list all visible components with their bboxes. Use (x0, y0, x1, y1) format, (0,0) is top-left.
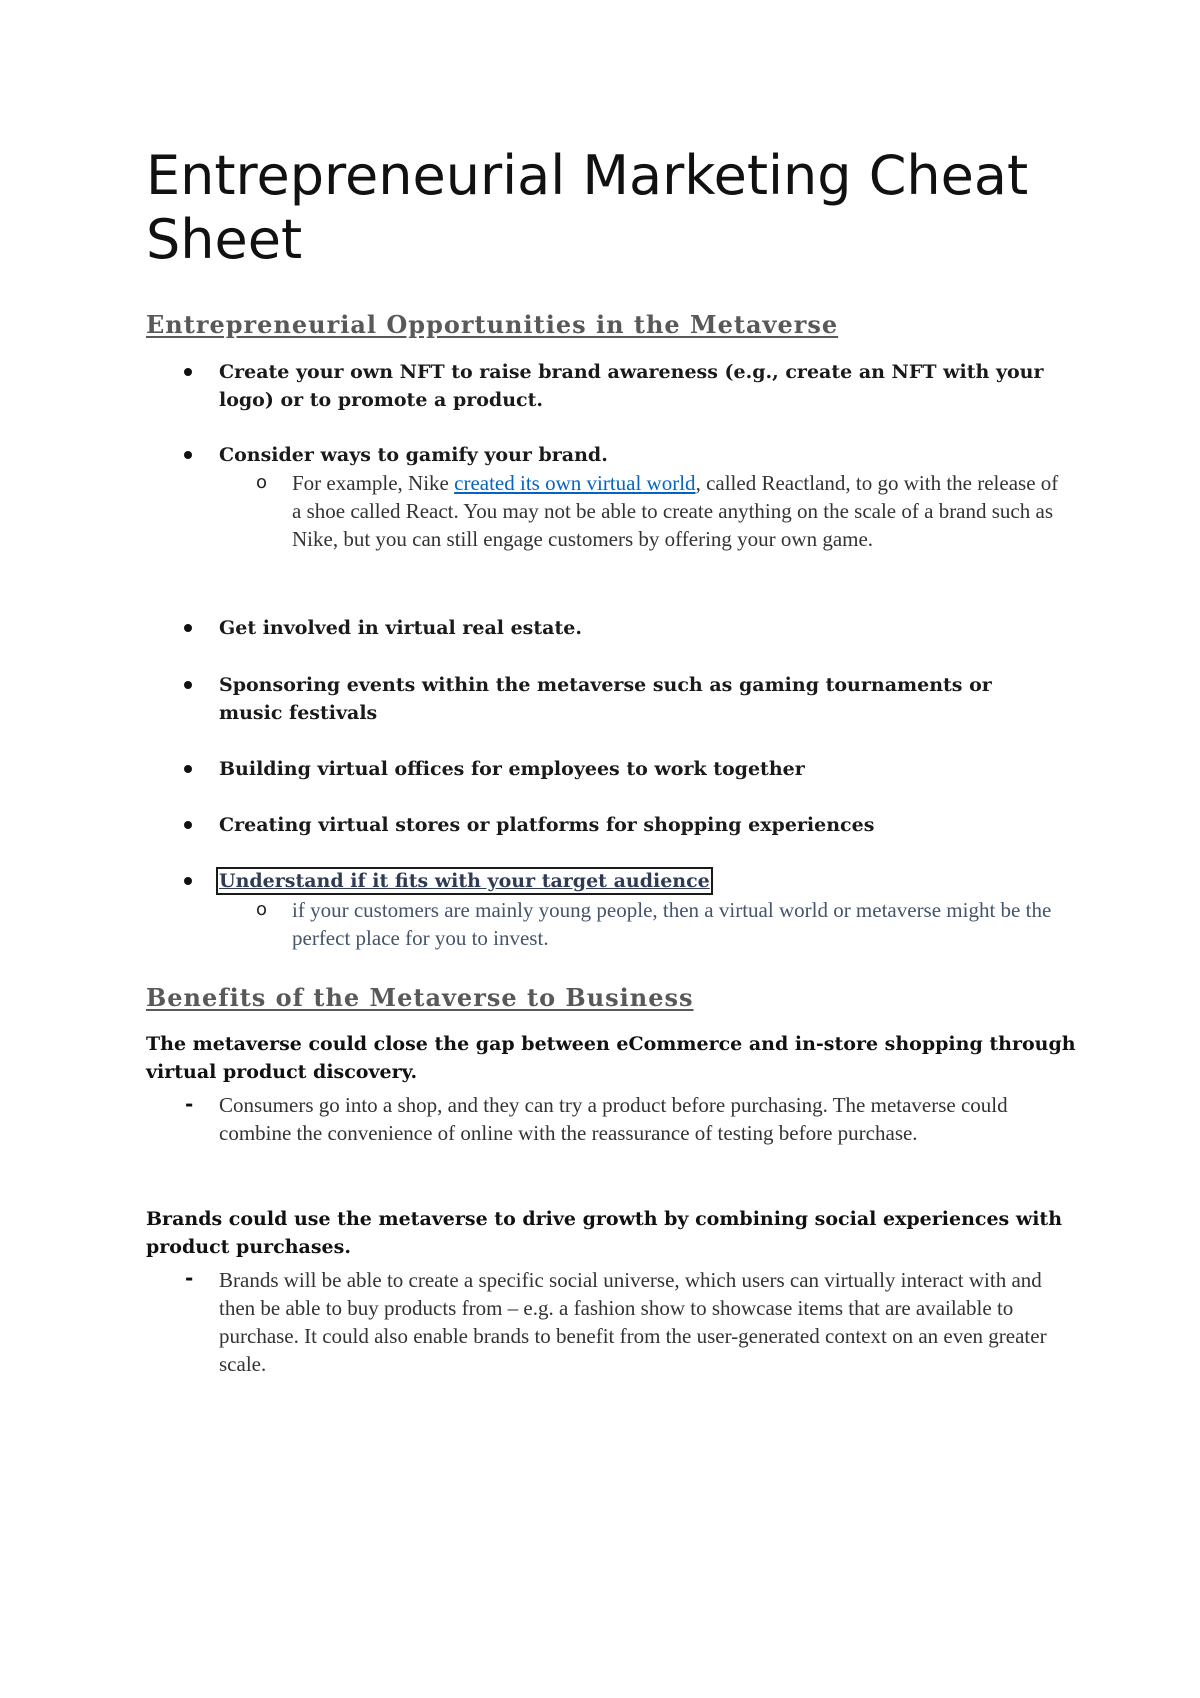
list-item-text: Consider ways to gamify your brand. (219, 444, 608, 466)
bullet-icon (184, 451, 192, 459)
virtual-world-link[interactable]: created its own virtual world (454, 471, 696, 495)
bullet-icon (184, 821, 192, 829)
bullet-icon (184, 624, 192, 632)
sub-item-text-before: For example, Nike (292, 471, 455, 495)
benefit-lead: The metaverse could close the gap between eCommerce and in-store shopping through virtual product discovery. (146, 1033, 1076, 1083)
list-item-text (219, 867, 1049, 895)
list-item-text: Create your own NFT to raise brand awareness (e.g., create an NFT with your logo) or to promote a product. (219, 361, 1044, 411)
list-item-text: Sponsoring events within the metaverse such as gaming tournaments or music festivals (219, 674, 992, 724)
benefit-detail: Brands will be able to create a specific social universe, which users can virtually interact with and then be able to buy products from – e.g. a fashion show to showcase items that are available to purchase. It could also enable brands to benefit from the user-generated context on an even greater scale. (219, 1268, 1047, 1376)
sub-item-text (292, 469, 1072, 553)
sub-bullet-icon: o (256, 899, 268, 920)
sub-item-text-after: , called Reactland, to go with the release of a shoe called React. You may not be able to create anything on the scale of a brand such as Nike, but you can still engage customers by offering your own game. (292, 471, 1059, 551)
dash-bullet-icon: - (185, 1092, 194, 1116)
benefit-lead: Brands could use the metaverse to drive growth by combining social experiences with product purchases. (146, 1208, 1063, 1258)
list-item-text: Creating virtual stores or platforms for shopping experiences (219, 814, 875, 836)
section-heading-benefits: Benefits of the Metaverse to Business (146, 983, 694, 1012)
list-item-text: Building virtual offices for employees to work together (219, 758, 805, 780)
list-item-text: Get involved in virtual real estate. (219, 617, 582, 639)
bullet-icon (184, 765, 192, 773)
sub-item-text: if your customers are mainly young people, then a virtual world or metaverse might be the perfect place for you to invest. (292, 898, 1052, 950)
bullet-icon (184, 368, 192, 376)
bullet-icon (184, 681, 192, 689)
page-title: Entrepreneurial Marketing Cheat Sheet (146, 144, 1029, 271)
sub-bullet-icon: o (256, 472, 268, 493)
target-audience-highlight[interactable]: Understand if it fits with your target audience (219, 870, 710, 892)
section-heading-opportunities: Entrepreneurial Opportunities in the Metaverse (146, 310, 839, 339)
bullet-icon (184, 877, 192, 885)
dash-bullet-icon: - (185, 1266, 194, 1290)
benefit-detail: Consumers go into a shop, and they can try a product before purchasing. The metaverse could combine the convenience of online with the reassurance of testing before purchase. (219, 1093, 1008, 1145)
